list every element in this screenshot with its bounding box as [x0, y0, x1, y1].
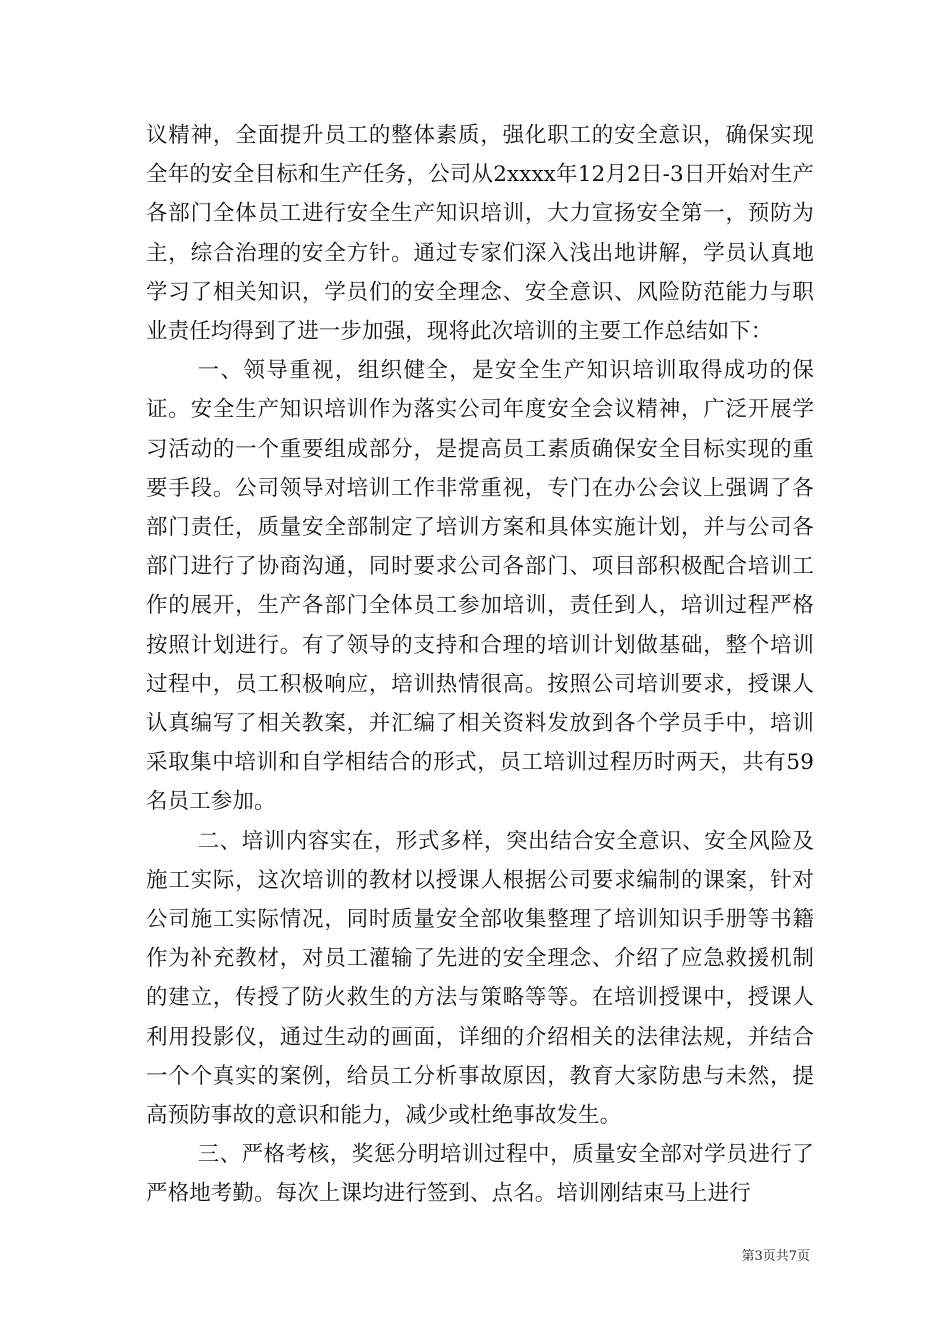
paragraph-section-3: 三、严格考核，奖惩分明培训过程中，质量安全部对学员进行了严格地考勤。每次上课均进行签到、点名。培训刚结束马上进行 — [146, 1142, 814, 1207]
paragraph-section-1: 一、领导重视，组织健全，是安全生产知识培训取得成功的保证。安全生产知识培训作为落实公司年度安全会议精神，广泛开展学习活动的一个重要组成部分，是提高员工素质确保安全目标实现的重要手段。公司领导对培训工作非常重视，专门在办公会议上强调了各部门责任，质量安全部制定了培训方案和具体实施计划，并与公司各部门进行了协商沟通，同时要求公司各部门、项目部积极配合培训工作的展开，生产各部门全体员工参加培训，责任到人，培训过程严格按照计划进行。有了领导的支持和合理的培训计划做基础，整个培训过程中，员工积极响应，培训热情很高。按照公司培训要求，授课人认真编写了相关教案，并汇编了相关资料发放到各个学员手中，培训采取集中培训和自学相结合的形式，员工培训过程历时两天，共有59名员工参加。 — [146, 358, 814, 815]
paragraph-intro: 议精神，全面提升员工的整体素质，强化职工的安全意识，确保实现全年的安全目标和生产任务，公司从2xxxx年12月2日-3日开始对生产各部门全体员工进行安全生产知识培训，大力宣扬安全第一，预防为主，综合治理的安全方针。通过专家们深入浅出地讲解，学员认真地学习了相关知识，学员们的安全理念、安全意识、风险防范能力与职业责任均得到了进一步加强，现将此次培训的主要工作总结如下： — [146, 123, 814, 345]
document-body — [146, 116, 814, 1214]
paragraph-section-2: 二、培训内容实在，形式多样，突出结合安全意识、安全风险及施工实际，这次培训的教材以授课人根据公司要求编制的课案，针对公司施工实际情况，同时质量安全部收集整理了培训知识手册等书籍作为补充教材，对员工灌输了先进的安全理念、介绍了应急救援机制的建立，传授了防火救生的方法与策略等等。在培训授课中，授课人利用投影仪，通过生动的画面，详细的介绍相关的法律法规，并结合一个个真实的案例，给员工分析事故原因，教育大家防患与未然，提高预防事故的意识和能力，减少或杜绝事故发生。 — [146, 828, 814, 1129]
page-number-footer: 第3页共7页 — [741, 1249, 810, 1264]
